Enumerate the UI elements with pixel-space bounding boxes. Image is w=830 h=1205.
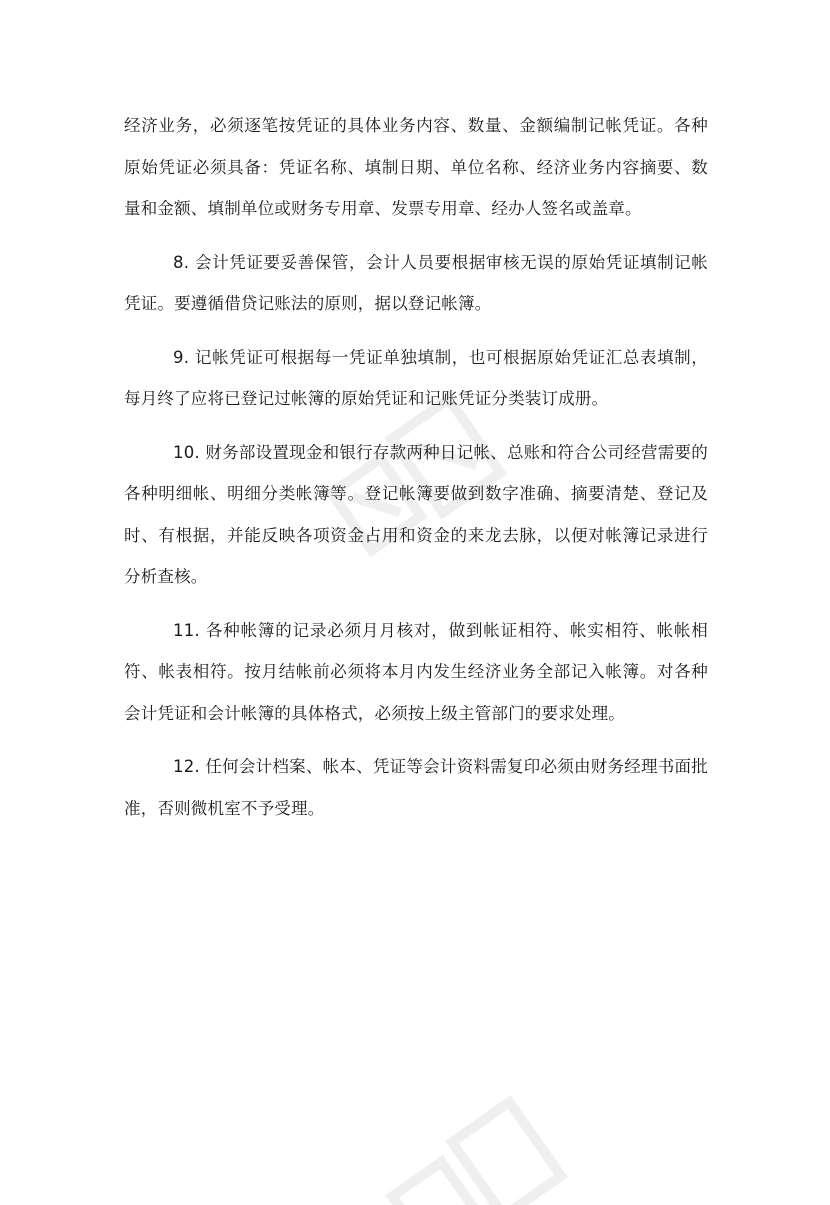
watermark-stamp-icon: [355, 1085, 595, 1205]
paragraph-item-11: 11. 各种帐簿的记录必须月月核对，做到帐证相符、帐实相符、帐帐相符、帐表相符。按月结帐前必须将本月内发生经济业务全部记入帐簿。对各种会计凭证和会计帐簿的具体格式，必须按上级主管部门的要求处理。: [124, 620, 708, 723]
document-body: [124, 105, 708, 841]
paragraph-continued: 经济业务，必须逐笔按凭证的具体业务内容、数量、金额编制记帐凭证。各种原始凭证必须具备：凭证名称、填制日期、单位名称、经济业务内容摘要、数量和金额、填制单位或财务专用章、发票专用章、经办人签名或盖章。: [124, 116, 708, 218]
paragraph-item-12: 12. 任何会计档案、帐本、凭证等会计资料需复印必须由财务经理书面批准，否则微机室不予受理。: [124, 757, 708, 818]
paragraph-item-10: 10. 财务部设置现金和银行存款两种日记帐、总账和符合公司经营需要的各种明细帐、明细分类帐簿等。登记帐簿要做到数字准确、摘要清楚、登记及时、有根据，并能反映各项资金占用和资金的来龙去脉，以便对帐簿记录进行分析查核。: [124, 442, 708, 586]
paragraph-item-8: 8. 会计凭证要妥善保管，会计人员要根据审核无误的原始凭证填制记帐凭证。要遵循借贷记账法的原则，据以登记帐簿。: [124, 252, 708, 313]
paragraph-item-9: 9. 记帐凭证可根据每一凭证单独填制，也可根据原始凭证汇总表填制，每月终了应将已登记过帐簿的原始凭证和记账凭证分类装订成册。: [124, 347, 708, 408]
